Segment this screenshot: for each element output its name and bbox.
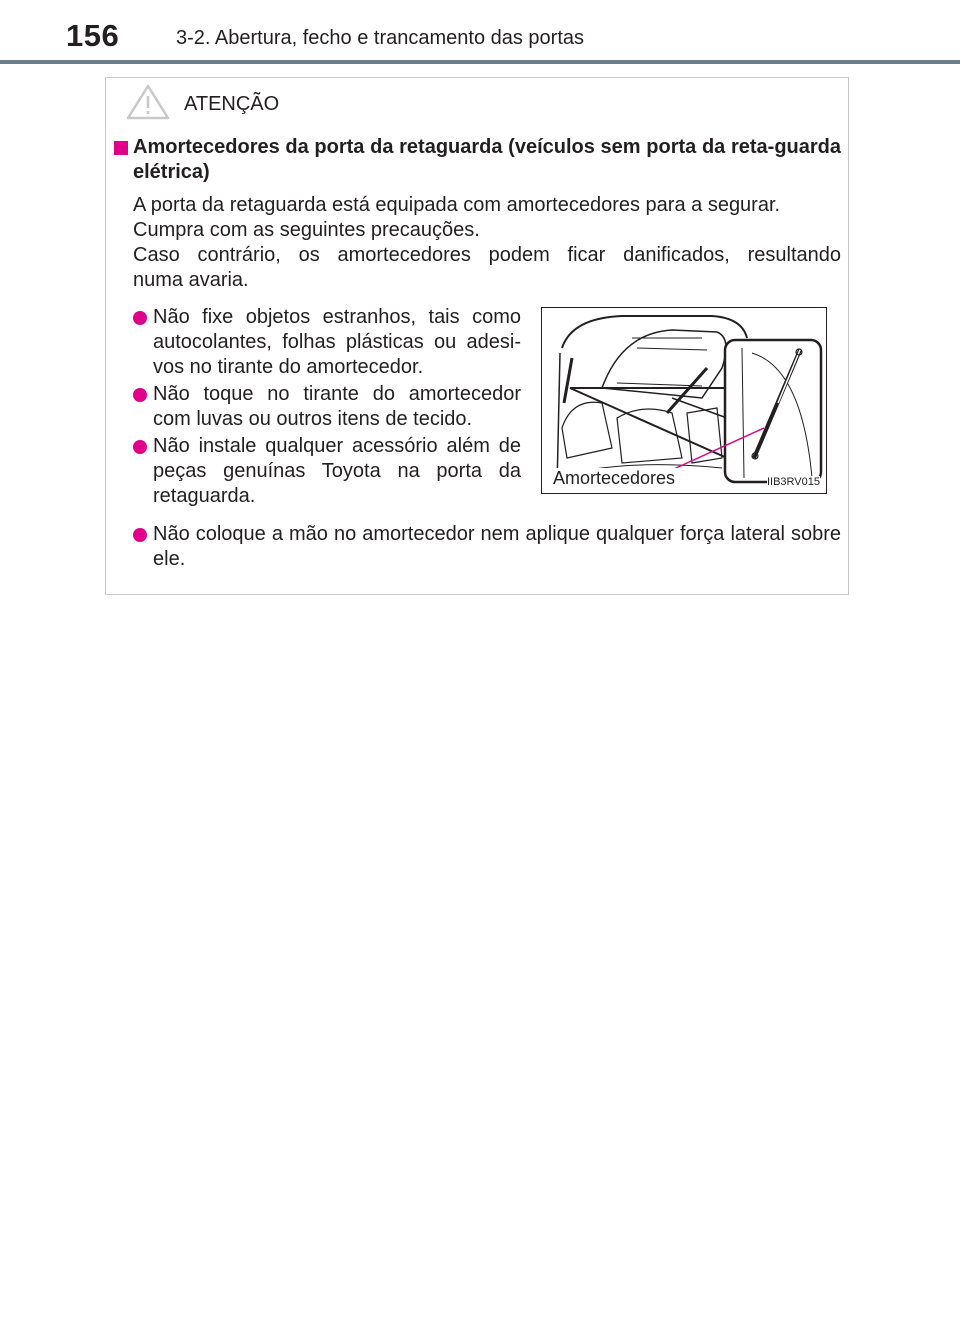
bullet-text: Não toque no tirante do amortecedor com luvas ou outros itens de tecido. — [153, 383, 521, 430]
damper-figure — [541, 307, 827, 494]
section-marker — [114, 141, 128, 155]
section-heading: Amortecedores da porta da retaguarda (veículos sem porta da reta-guarda elétrica) — [133, 136, 841, 183]
header-rule — [0, 60, 960, 64]
figure-code: IIB3RV015 — [766, 476, 820, 488]
intro-line-3: Caso contrário, os amortecedores podem ficar danificados, resultando — [133, 244, 841, 266]
bullet-text: Não coloque a mão no amortecedor nem aplique qualquer força lateral sobre ele. — [153, 523, 841, 570]
figure-callout: Amortecedores — [553, 468, 676, 488]
bullet-dot — [133, 440, 147, 454]
bullet-text: Não instale qualquer acessório além de peças genuínas Toyota na porta da retaguarda. — [153, 435, 521, 507]
bullet-dot — [133, 388, 147, 402]
tailgate-illustration — [542, 308, 827, 494]
intro-line-1: A porta da retaguarda está equipada com amortecedores para a segurar. — [133, 194, 781, 216]
intro-line-2: Cumpra com as seguintes precauções. — [133, 219, 480, 241]
chapter-title: 3-2. Abertura, fecho e trancamento das portas — [176, 27, 585, 49]
bullet-dot — [133, 528, 147, 542]
caution-box — [105, 77, 849, 595]
caution-label: ATENÇÃO — [184, 93, 280, 115]
warning-triangle-icon — [126, 84, 170, 120]
page-number: 156 — [66, 18, 120, 53]
bullet-text: Não fixe objetos estranhos, tais como autocolantes, folhas plásticas ou adesi-vos no tirante do amortecedor. — [153, 306, 521, 378]
bullet-dot — [133, 311, 147, 325]
intro-line-4: numa avaria. — [133, 269, 249, 291]
